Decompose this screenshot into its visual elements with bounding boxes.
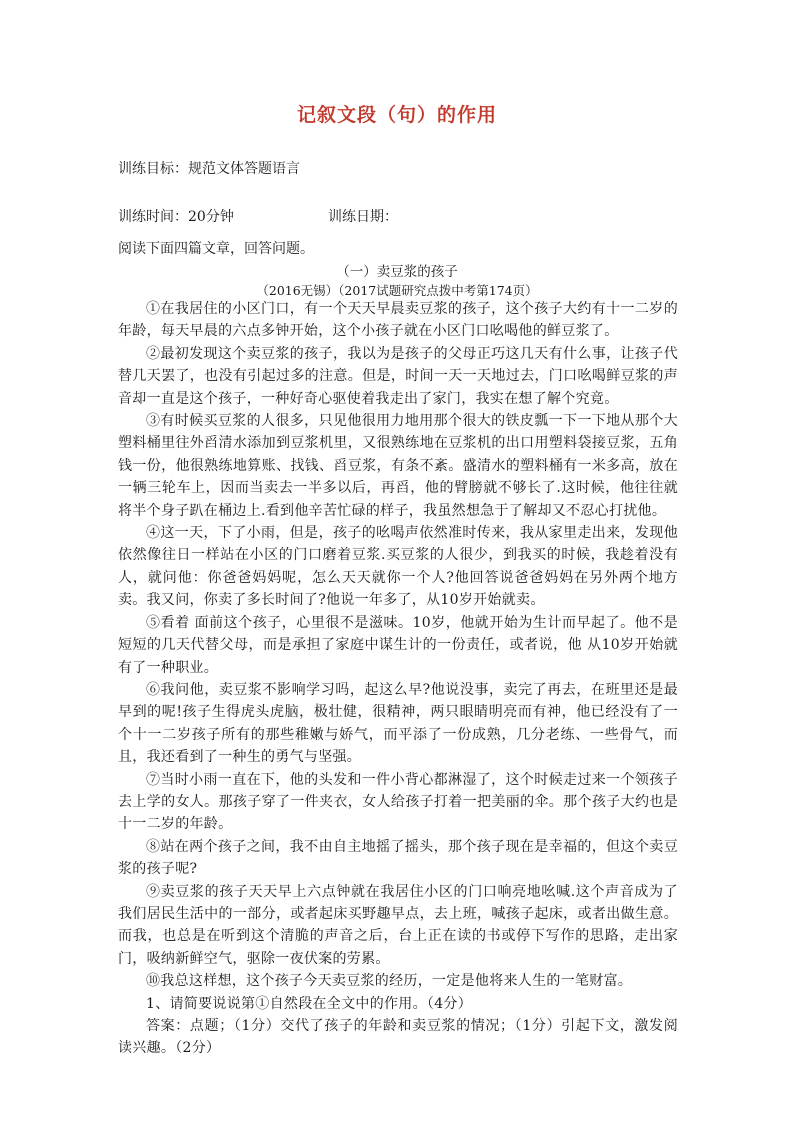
paragraph: ⑧站在两个孩子之间，我不由自主地摇了摇头，那个孩子现在是幸福的，但这个卖豆浆的孩子呢? (118, 838, 678, 878)
paragraph: ②最初发现这个卖豆浆的孩子，我以为是孩子的父母正巧这几天有什么事，让孩子代替几天罢了，也没有引起过多的注意。但是，时间一天一天地过去，门口吆喝鲜豆浆的声音却一直是这个孩子，一种好奇心驱使着我走出了家门，我实在想了解个究竟。 (118, 345, 678, 407)
source-note: （2016无锡）（2017试题研究点拨中考第174页） (256, 283, 538, 298)
section-title: （一）卖豆浆的孩子 (336, 264, 458, 280)
paragraph: ④这一天，下了小雨，但是，孩子的吆喝声依然准时传来，我从家里走出来，发现他依然像往日一样站在小区的门口磨着豆浆.买豆浆的人很少，到我买的时候，我趁着没有人，就问他：你爸爸妈妈呢，怎么天天就你一个人?他回答说爸爸妈妈在另外两个地方卖。我又问，你卖了多长时间了?他说一年多了，从10岁开始就卖。 (118, 525, 678, 609)
paragraph: ⑦当时小雨一直在下，他的头发和一件小背心都淋湿了，这个时候走过来一个领孩子去上学的女人。那孩子穿了一件夹衣，女人给孩子打着一把美丽的伞。那个孩子大约也是十一二岁的年龄。 (118, 771, 678, 833)
document-title: 记叙文段（句）的作用 (296, 104, 497, 126)
paragraph: ①在我居住的小区门口，有一个天天早晨卖豆浆的孩子，这个孩子大约有十一二岁的年龄，每天早晨的六点多钟开始，这个小孩子就在小区门口吆喝他的鲜豆浆了。 (118, 301, 678, 340)
question: 1、请简要说说第①自然段在全文中的作用。（4分） (146, 995, 473, 1012)
reading-instructions: 阅读下面四篇文章，回答问题。 (118, 241, 314, 257)
training-date: 训练日期： (328, 209, 398, 225)
training-goal: 训练目标：规范文体答题语言 (118, 161, 300, 177)
paragraph: ③有时候买豆浆的人很多，只见他很用力地用那个很大的铁皮瓢一下一下地从那个大塑料桶里往外舀清水添加到豆浆机里，又很熟练地在豆浆机的出口用塑料袋接豆浆，五角钱一份，他很熟练地算账、找钱、舀豆浆，有条不紊。盛清水的塑料桶有一米多高，放在一辆三轮车上，因而当卖去一半多以后，再舀，他的臂膀就不够长了.这时候，他往往就将半个身子趴在桶边上.看到他辛苦忙碌的样子，我虽然想急于了解却又不忍心打扰他。 (118, 413, 678, 519)
training-time: 训练时间：20分钟 (118, 209, 234, 225)
paragraph: ⑤看着 面前这个孩子，心里很不是滋味。10岁，他就开始为生计而早起了。他不是短短的几天代替父母，而是承担了家庭中谋生计的一份责任，或者说，他 从10岁开始就有了一种职业。 (118, 614, 678, 676)
paragraph: ⑥我问他，卖豆浆不影响学习吗，起这么早?他说没事，卖完了再去，在班里还是最早到的呢!孩子生得虎头虎脑，极壮健，很精神，两只眼睛明亮而有神，他已经没有了一个十一二岁孩子所有的那些稚嫩与娇气，而平添了一份成熟，几分老练、一些骨气，而且，我还看到了一种生的勇气与坚强。 (118, 681, 678, 766)
answer: 答案：点题；（1分）交代了孩子的年龄和卖豆浆的情况；（1分）引起下文，激发阅读兴趣。（2分） (118, 1018, 678, 1057)
paragraph: ⑨卖豆浆的孩子天天早上六点钟就在我居住小区的门口响亮地吆喊.这个声音成为了我们居民生活中的一部分，或者起床买野趣早点，去上班，喊孩子起床，或者出做生意。而我，也总是在听到这个清脆的声音之后，台上正在读的书或停下写作的思路，走出家门，吸纳新鲜空气，驱除一夜伏案的劳累。 (118, 883, 678, 967)
article-body (118, 298, 678, 1060)
paragraph: ⑩我总这样想，这个孩子今天卖豆浆的经历，一定是他将来人生的一笔财富。 (146, 973, 633, 990)
